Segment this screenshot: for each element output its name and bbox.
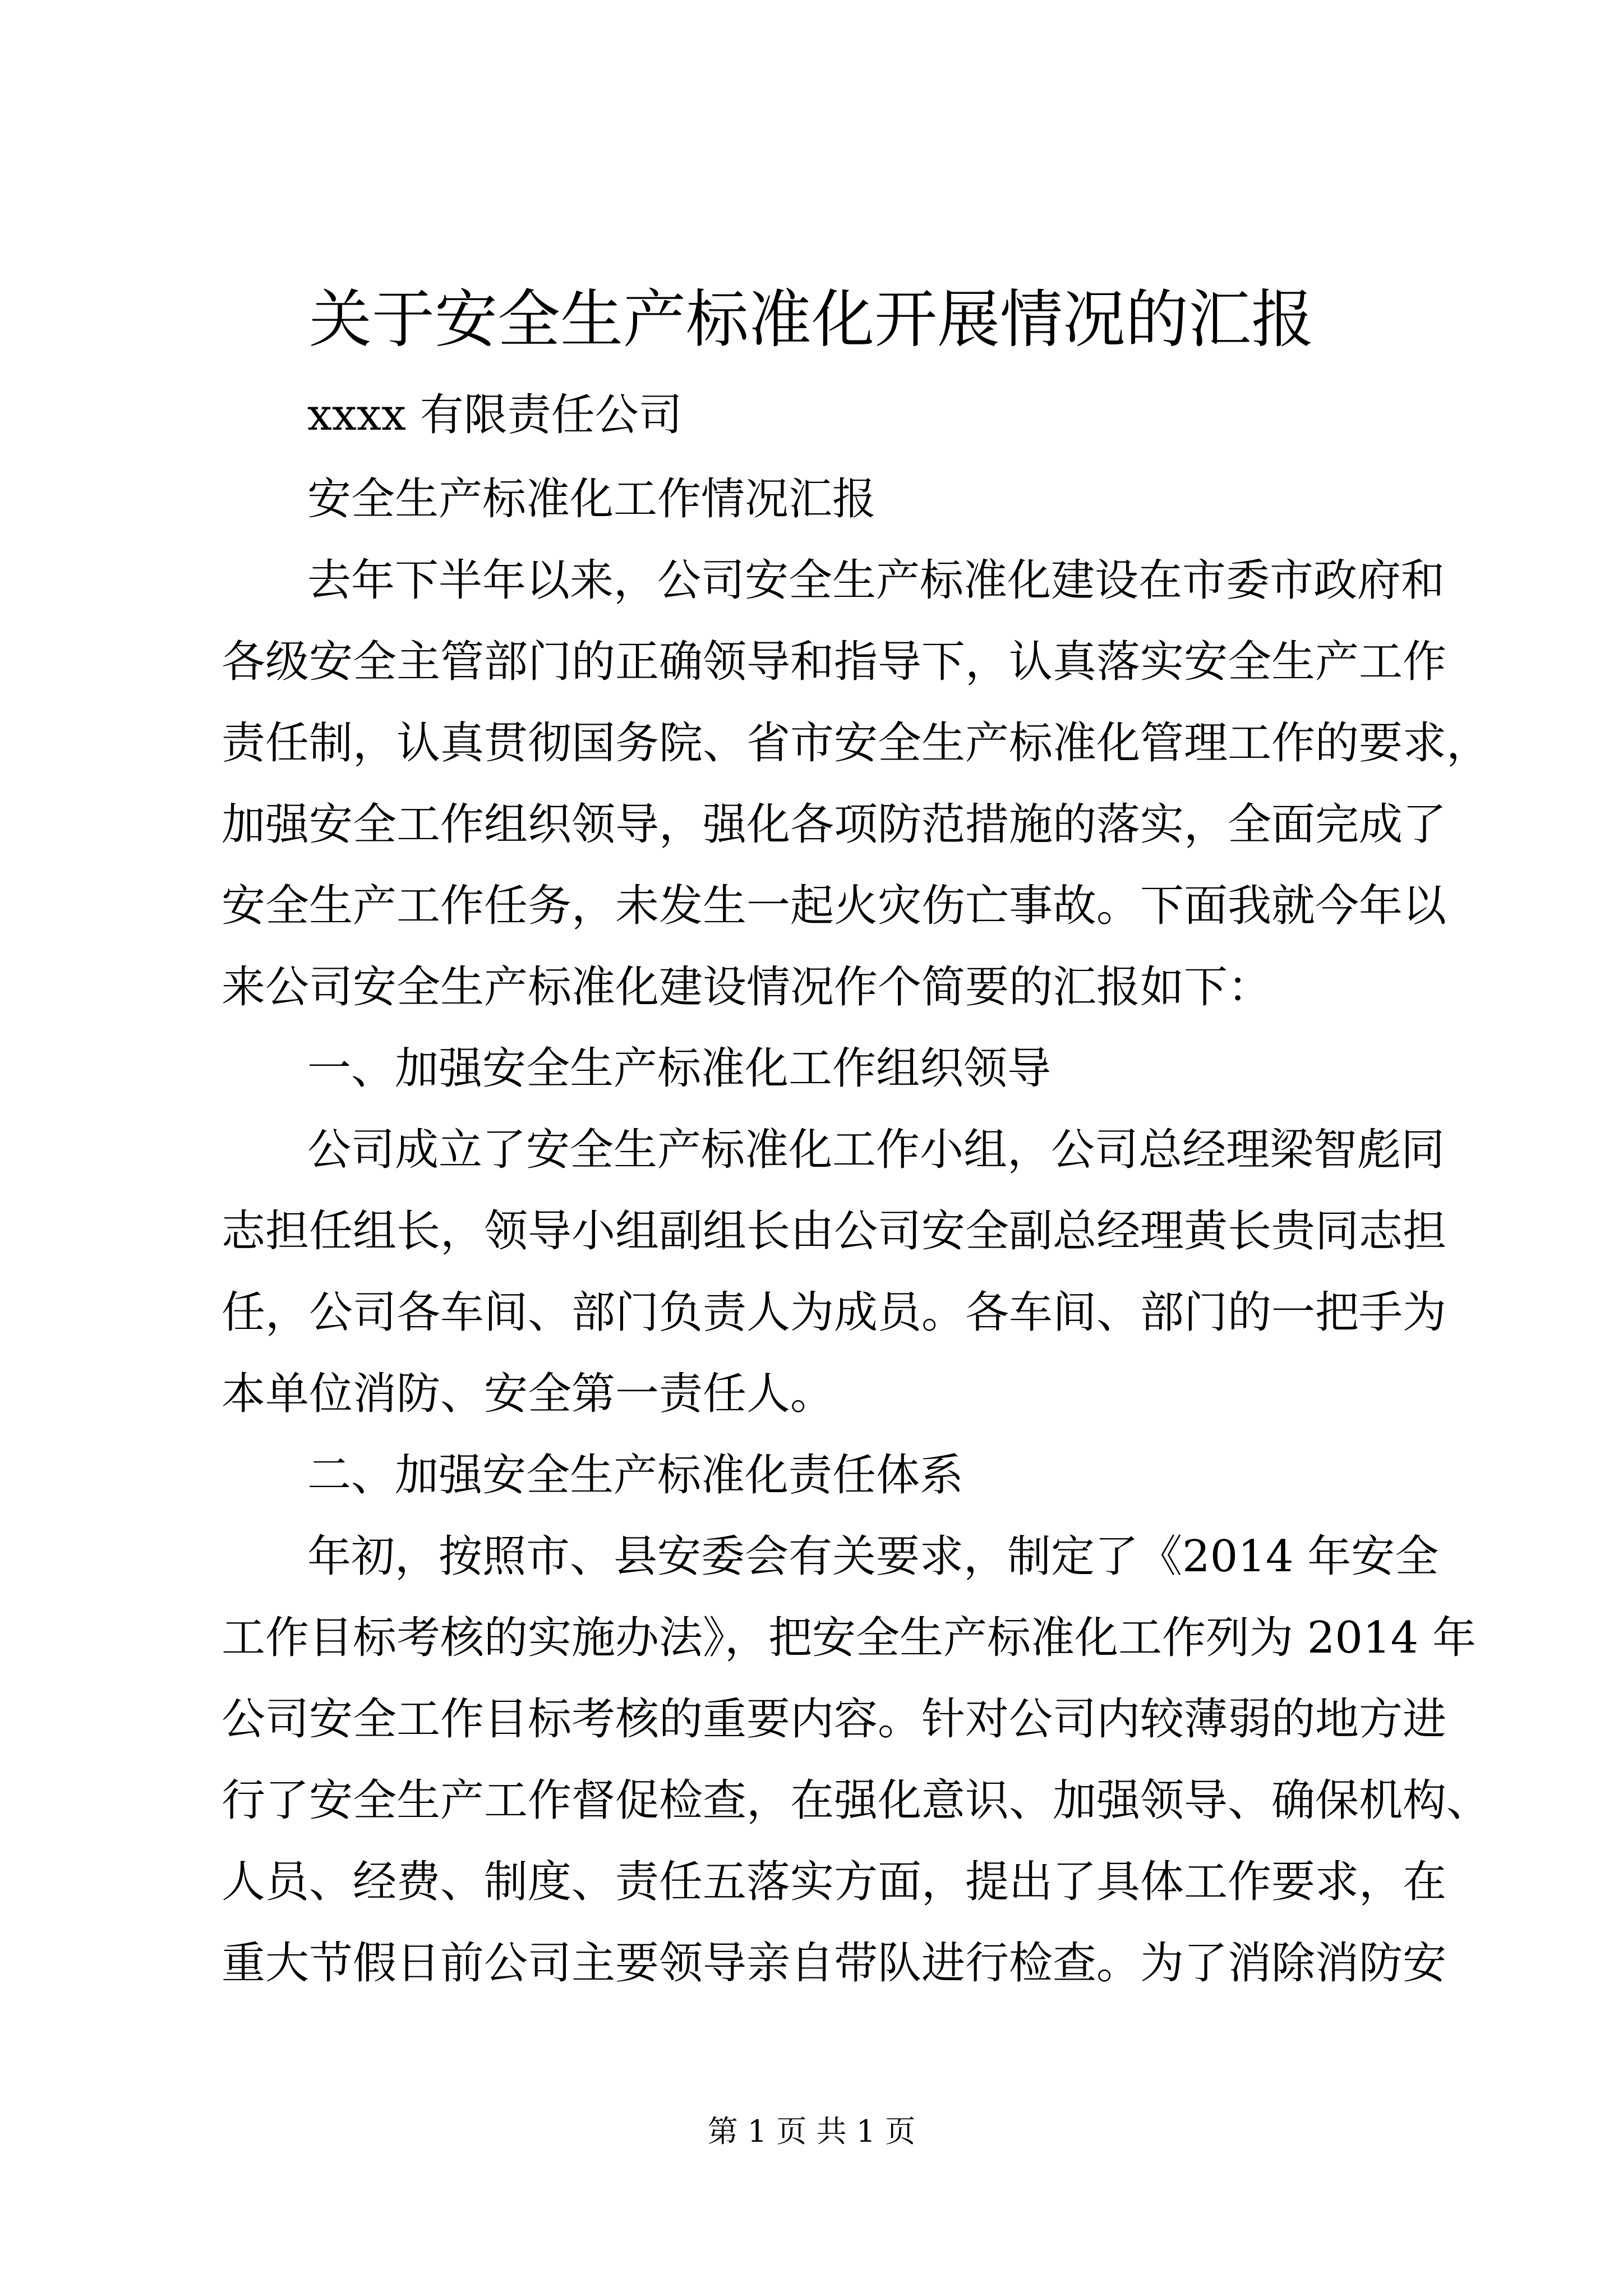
paragraph-line: 各级安全主管部门的正确领导和指导下，认真落实安全生产工作	[222, 637, 1447, 687]
paragraph-line: 工作目标考核的实施办法》，把安全生产标准化工作列为 2014 年	[222, 1613, 1477, 1663]
report-subtitle: 安全生产标准化工作情况汇报	[307, 474, 877, 524]
paragraph-line: 安全生产工作任务，未发生一起火灾伤亡事故。下面我就今年以	[222, 881, 1447, 931]
paragraph-line: 本单位消防、安全第一责任人。	[222, 1369, 834, 1419]
page-number-footer: 第 1 页 共 1 页	[707, 2114, 916, 2149]
paragraph-line: 来公司安全生产标准化建设情况作个简要的汇报如下：	[222, 962, 1272, 1013]
paragraph-line: 行了安全生产工作督促检查，在强化意识、加强领导、确保机构、	[222, 1775, 1491, 1826]
paragraph-line: 重大节假日前公司主要领导亲自带队进行检查。为了消除消防安	[222, 1938, 1447, 1989]
paragraph-line: 人员、经费、制度、责任五落实方面，提出了具体工作要求，在	[222, 1857, 1447, 1907]
section-heading: 一、加强安全生产标准化工作组织领导	[307, 1043, 1052, 1094]
section-heading: 二、加强安全生产标准化责任体系	[307, 1450, 964, 1501]
paragraph-line: 年初，按照市、县安委会有关要求，制定了《2014 年安全	[307, 1531, 1439, 1582]
paragraph-line: 志担任组长，领导小组副组长由公司安全副总经理黄长贵同志担	[222, 1206, 1447, 1257]
company-name: xxxx 有限责任公司	[307, 390, 683, 440]
paragraph-line: 公司安全工作目标考核的重要内容。针对公司内较薄弱的地方进	[222, 1694, 1447, 1745]
paragraph-line: 任，公司各车间、部门负责人为成员。各车间、部门的一把手为	[222, 1287, 1447, 1338]
document-title: 关于安全生产标准化开展情况的汇报	[309, 283, 1314, 356]
paragraph-line: 公司成立了安全生产标准化工作小组，公司总经理梁智彪同	[307, 1125, 1445, 1175]
paragraph-line: 去年下半年以来，公司安全生产标准化建设在市委市政府和	[307, 555, 1445, 606]
paragraph-line: 加强安全工作组织领导，强化各项防范措施的落实，全面完成了	[222, 799, 1447, 850]
paragraph-line: 责任制，认真贯彻国务院、省市安全生产标准化管理工作的要求，	[222, 718, 1491, 769]
